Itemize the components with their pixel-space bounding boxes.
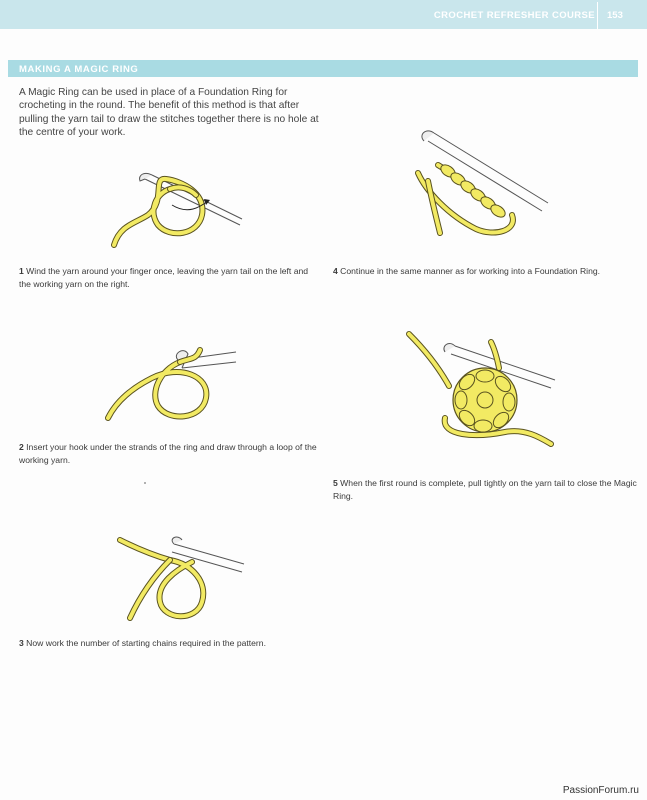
step-5-text xyxy=(333,477,638,502)
step-1-description: Wind the yarn around your finger once, leaving the yarn tail on the left and the working yarn on the right. xyxy=(19,266,309,289)
step-3-illustration xyxy=(112,526,247,626)
step-4-text xyxy=(333,265,638,278)
step-2-illustration xyxy=(100,340,240,430)
step-4-description: Continue in the same manner as for working into a Foundation Ring. xyxy=(340,266,601,276)
watermark: PassionForum.ru xyxy=(562,785,639,796)
header-bar xyxy=(0,0,647,29)
step-1-illustration xyxy=(100,165,250,260)
section-title-bar xyxy=(8,60,638,77)
step-1-number: 1 xyxy=(19,266,24,276)
step-3-description: Now work the number of starting chains required in the pattern. xyxy=(26,638,266,648)
step-1-text xyxy=(19,265,319,290)
step-5-description: When the first round is complete, pull tightly on the yarn tail to close the Magic Ring. xyxy=(333,478,637,501)
intro-paragraph: A Magic Ring can be used in place of a Foundation Ring for crocheting in the round. The benefit of this method is that after pulling the yarn tail to draw the stitches together there is no hole at the centre of your work. xyxy=(19,87,319,139)
step-2-number: 2 xyxy=(19,442,24,452)
step-3-number: 3 xyxy=(19,638,24,648)
page-number: 153 xyxy=(607,10,623,21)
step-4-number: 4 xyxy=(333,266,338,276)
step-3-text xyxy=(19,637,319,650)
section-title: MAKING A MAGIC RING xyxy=(19,63,139,75)
step-5-number: 5 xyxy=(333,478,338,488)
step-2-description: Insert your hook under the strands of the ring and draw through a loop of the working yarn. xyxy=(19,442,317,465)
header-divider xyxy=(597,2,598,29)
stray-mark xyxy=(144,482,146,484)
course-title: CROCHET REFRESHER COURSE xyxy=(433,10,595,21)
step-2-text xyxy=(19,441,319,466)
step-5-illustration xyxy=(405,328,560,448)
step-4-illustration xyxy=(408,125,553,240)
